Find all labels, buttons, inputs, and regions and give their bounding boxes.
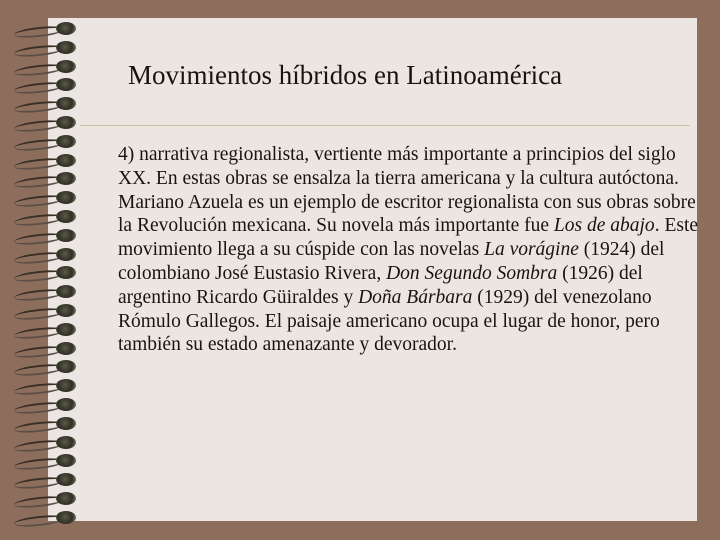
ring-hole	[56, 116, 76, 129]
spiral-ring-icon	[10, 473, 80, 487]
spiral-ring-icon	[10, 342, 80, 356]
spiral-ring-icon	[10, 22, 80, 36]
spiral-ring-icon	[10, 511, 80, 525]
ring-hole	[56, 22, 76, 35]
book-title: Don Segundo Sombra	[386, 262, 558, 284]
body-segment: (1924) del colombiano José Eustasio Rivera,	[118, 239, 665, 284]
ring-hole	[56, 436, 76, 449]
ring-hole	[56, 41, 76, 54]
ring-hole	[56, 417, 76, 430]
slide-title: Movimientos híbridos en Latinoamérica	[128, 60, 563, 90]
ring-hole	[56, 360, 76, 373]
ring-hole	[56, 304, 76, 317]
body-segment: (1926) del argentino Ricardo Güiraldes y	[118, 262, 643, 308]
spiral-ring-icon	[10, 210, 80, 224]
ring-hole	[56, 379, 76, 392]
body-segment: 4) narrativa regionalista, vertiente más importante a principios del siglo XX. En estas obras se ensalza la tierra americana y la cultura autóctona. Mariano Azuela es un ejemplo de escritor regionalista con sus obras sobre la Revolución mexicana. Su novela más importante fue	[118, 144, 696, 237]
spiral-ring-icon	[10, 492, 80, 506]
ring-hole	[56, 97, 76, 110]
spiral-ring-icon	[10, 154, 80, 168]
ring-hole	[56, 398, 76, 411]
ring-hole	[56, 191, 76, 204]
spiral-ring-icon	[10, 41, 80, 55]
ring-hole	[56, 154, 76, 167]
spiral-binding-icon	[0, 0, 90, 540]
spiral-ring-icon	[10, 116, 80, 130]
book-title: Los de abajo	[553, 215, 655, 237]
spiral-ring-icon	[10, 191, 80, 205]
ring-hole	[56, 248, 76, 261]
ring-hole	[56, 172, 76, 185]
ring-hole	[56, 323, 76, 336]
spiral-ring-icon	[10, 304, 80, 318]
spiral-ring-icon	[10, 379, 80, 393]
ring-hole	[56, 285, 76, 298]
spiral-ring-icon	[10, 135, 80, 149]
ring-hole	[56, 78, 76, 91]
spiral-ring-icon	[10, 229, 80, 243]
spiral-ring-icon	[10, 172, 80, 186]
body-segment: . Este movimiento llega a su cúspide con las novelas	[118, 215, 699, 261]
ring-hole	[56, 266, 76, 279]
ring-hole	[56, 342, 76, 355]
ring-hole	[56, 60, 76, 73]
body-segment: (1929) del venezolano Rómulo Gallegos. El paisaje americano ocupa el lugar de honor, pero también su estado amenazante y devorador.	[118, 286, 660, 356]
spiral-ring-icon	[10, 360, 80, 374]
spiral-ring-icon	[10, 266, 80, 280]
spiral-ring-icon	[10, 78, 80, 92]
spiral-ring-icon	[10, 60, 80, 74]
spiral-ring-icon	[10, 323, 80, 337]
slide-body-text	[118, 143, 713, 357]
title-divider	[80, 125, 690, 126]
ring-hole	[56, 454, 76, 467]
spiral-ring-icon	[10, 285, 80, 299]
spiral-ring-icon	[10, 417, 80, 431]
ring-hole	[56, 473, 76, 486]
book-title: La vorágine	[484, 239, 579, 261]
spiral-ring-icon	[10, 97, 80, 111]
ring-hole	[56, 135, 76, 148]
ring-hole	[56, 511, 76, 524]
ring-hole	[56, 229, 76, 242]
ring-hole	[56, 210, 76, 223]
spiral-ring-icon	[10, 454, 80, 468]
spiral-ring-icon	[10, 436, 80, 450]
spiral-ring-icon	[10, 398, 80, 412]
book-title: Doña Bárbara	[358, 286, 473, 308]
spiral-ring-icon	[10, 248, 80, 262]
ring-hole	[56, 492, 76, 505]
